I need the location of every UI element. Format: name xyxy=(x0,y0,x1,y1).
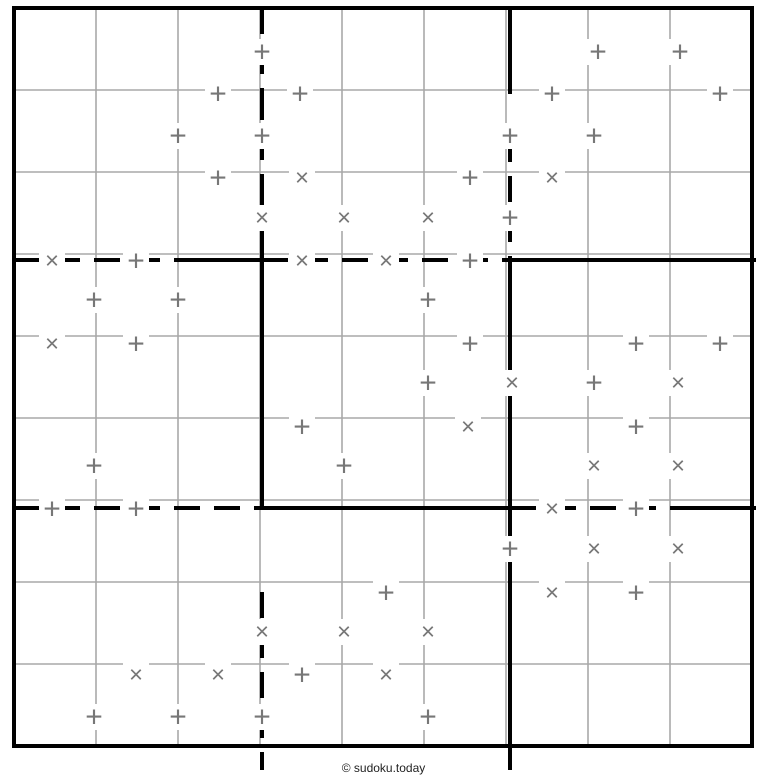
plus-mark[interactable] xyxy=(249,120,275,153)
mark-glyph-48: × xyxy=(586,535,602,563)
plus-mark[interactable] xyxy=(415,367,441,400)
mark-glyph-21: × xyxy=(294,247,310,275)
mark-glyph-15: × xyxy=(254,204,270,232)
plus-mark[interactable] xyxy=(373,577,399,610)
mark-glyph-52: + xyxy=(627,576,645,610)
mark-glyph-55: × xyxy=(420,618,436,646)
x-mark[interactable] xyxy=(581,453,607,480)
mark-glyph-5: + xyxy=(543,77,561,111)
mark-glyph-32: + xyxy=(419,366,437,400)
plus-mark[interactable] xyxy=(289,659,315,692)
plus-mark[interactable] xyxy=(415,284,441,317)
plus-mark[interactable] xyxy=(667,36,693,69)
mark-glyph-12: × xyxy=(294,164,310,192)
mark-glyph-35: × xyxy=(670,369,686,397)
plus-mark[interactable] xyxy=(165,284,191,317)
plus-mark[interactable] xyxy=(707,78,733,111)
mark-glyph-1: + xyxy=(589,35,607,69)
mark-glyph-24: + xyxy=(85,283,103,317)
plus-mark[interactable] xyxy=(123,245,149,278)
mark-glyph-60: + xyxy=(85,700,103,734)
mark-glyph-16: × xyxy=(336,204,352,232)
mark-glyph-61: + xyxy=(169,700,187,734)
x-mark[interactable] xyxy=(331,619,357,646)
mark-glyph-11: + xyxy=(209,161,227,195)
mark-glyph-47: + xyxy=(501,532,519,566)
mark-glyph-26: + xyxy=(419,283,437,317)
plus-mark[interactable] xyxy=(457,328,483,361)
x-mark[interactable] xyxy=(331,205,357,232)
plus-mark[interactable] xyxy=(497,202,523,235)
mark-glyph-6: + xyxy=(711,77,729,111)
mark-glyph-41: × xyxy=(586,452,602,480)
mark-glyph-50: + xyxy=(377,576,395,610)
mark-glyph-14: × xyxy=(544,164,560,192)
plus-mark[interactable] xyxy=(289,411,315,444)
plus-mark[interactable] xyxy=(623,577,649,610)
x-mark[interactable] xyxy=(539,496,565,523)
mark-glyph-10: + xyxy=(585,119,603,153)
x-mark[interactable] xyxy=(415,205,441,232)
mark-glyph-33: × xyxy=(504,369,520,397)
mark-glyph-17: × xyxy=(420,204,436,232)
x-mark[interactable] xyxy=(539,580,565,607)
plus-mark[interactable] xyxy=(205,78,231,111)
plus-mark[interactable] xyxy=(623,328,649,361)
plus-mark[interactable] xyxy=(497,120,523,153)
mark-glyph-45: × xyxy=(544,495,560,523)
plus-mark[interactable] xyxy=(205,162,231,195)
plus-mark[interactable] xyxy=(249,701,275,734)
plus-mark[interactable] xyxy=(165,701,191,734)
x-mark[interactable] xyxy=(289,165,315,192)
mark-glyph-13: + xyxy=(461,161,479,195)
plus-mark[interactable] xyxy=(623,411,649,444)
plus-mark[interactable] xyxy=(287,78,313,111)
mark-glyph-56: × xyxy=(128,661,144,689)
x-mark[interactable] xyxy=(373,248,399,275)
plus-mark[interactable] xyxy=(81,701,107,734)
x-mark[interactable] xyxy=(39,331,65,358)
plus-mark[interactable] xyxy=(331,450,357,483)
x-mark[interactable] xyxy=(249,619,275,646)
mark-glyph-59: × xyxy=(378,661,394,689)
x-mark[interactable] xyxy=(289,248,315,275)
x-mark[interactable] xyxy=(539,165,565,192)
plus-mark[interactable] xyxy=(457,245,483,278)
mark-glyph-49: × xyxy=(670,535,686,563)
mark-glyph-54: × xyxy=(336,618,352,646)
mark-glyph-39: + xyxy=(85,449,103,483)
mark-glyph-36: + xyxy=(293,410,311,444)
x-mark[interactable] xyxy=(499,370,525,397)
mark-glyph-31: + xyxy=(711,327,729,361)
mark-glyph-38: + xyxy=(627,410,645,444)
x-mark[interactable] xyxy=(415,619,441,646)
mark-glyph-37: × xyxy=(460,413,476,441)
mark-glyph-20: + xyxy=(127,244,145,278)
mark-glyph-34: + xyxy=(585,366,603,400)
x-mark[interactable] xyxy=(665,370,691,397)
mark-glyph-4: + xyxy=(291,77,309,111)
mark-glyph-18: + xyxy=(501,201,519,235)
mark-glyph-58: + xyxy=(293,658,311,692)
mark-glyph-0: + xyxy=(253,35,271,69)
plus-mark[interactable] xyxy=(707,328,733,361)
plus-mark[interactable] xyxy=(581,367,607,400)
mark-glyph-22: × xyxy=(378,247,394,275)
mark-glyph-44: + xyxy=(127,492,145,526)
x-mark[interactable] xyxy=(581,536,607,563)
mark-glyph-43: + xyxy=(43,492,61,526)
mark-glyph-8: + xyxy=(253,119,271,153)
mark-glyph-30: + xyxy=(627,327,645,361)
mark-glyph-42: × xyxy=(670,452,686,480)
plus-mark[interactable] xyxy=(165,120,191,153)
mark-glyph-23: + xyxy=(461,244,479,278)
x-mark[interactable] xyxy=(249,205,275,232)
mark-glyph-27: × xyxy=(44,330,60,358)
mark-glyph-25: + xyxy=(169,283,187,317)
mark-glyph-28: + xyxy=(127,327,145,361)
plus-mark[interactable] xyxy=(457,162,483,195)
mark-glyph-29: + xyxy=(461,327,479,361)
mark-glyph-7: + xyxy=(169,119,187,153)
plus-mark[interactable] xyxy=(81,450,107,483)
mark-glyph-19: × xyxy=(44,247,60,275)
mark-glyph-63: + xyxy=(419,700,437,734)
plus-mark[interactable] xyxy=(585,36,611,69)
plus-mark[interactable] xyxy=(81,284,107,317)
plus-mark[interactable] xyxy=(415,701,441,734)
plus-mark[interactable] xyxy=(39,493,65,526)
x-mark[interactable] xyxy=(123,662,149,689)
mark-glyph-62: + xyxy=(253,700,271,734)
x-mark[interactable] xyxy=(373,662,399,689)
footer-credit: © sudoku.today xyxy=(341,761,426,775)
plus-mark[interactable] xyxy=(123,493,149,526)
mark-glyph-51: × xyxy=(544,579,560,607)
mark-glyph-2: + xyxy=(671,35,689,69)
plus-mark[interactable] xyxy=(581,120,607,153)
x-mark[interactable] xyxy=(39,248,65,275)
x-mark[interactable] xyxy=(665,536,691,563)
mark-glyph-53: × xyxy=(254,618,270,646)
plus-mark[interactable] xyxy=(123,328,149,361)
mark-glyph-40: + xyxy=(335,449,353,483)
plus-mark[interactable] xyxy=(623,493,649,526)
plus-mark[interactable] xyxy=(249,36,275,69)
x-mark[interactable] xyxy=(205,662,231,689)
plus-mark[interactable] xyxy=(497,533,523,566)
mark-glyph-46: + xyxy=(627,492,645,526)
mark-glyph-9: + xyxy=(501,119,519,153)
plus-mark[interactable] xyxy=(539,78,565,111)
mark-glyph-57: × xyxy=(210,661,226,689)
mark-glyph-3: + xyxy=(209,77,227,111)
x-mark[interactable] xyxy=(455,414,481,441)
x-mark[interactable] xyxy=(665,453,691,480)
